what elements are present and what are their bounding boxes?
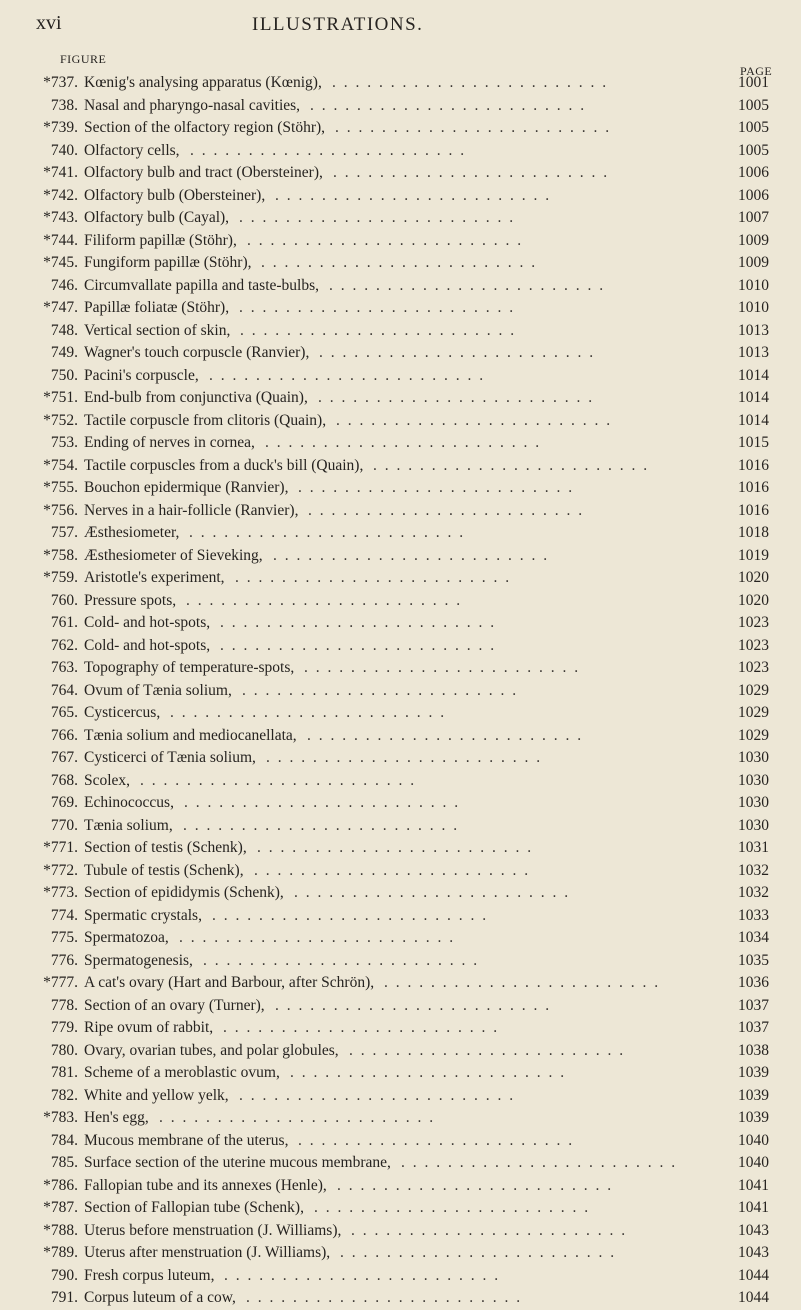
figure-title: Mucous membrane of the uterus, bbox=[84, 1131, 289, 1149]
dot-leader: . . . . . . . . . . . . . . . . . . . . . . . . bbox=[189, 524, 466, 541]
list-item bbox=[0, 1130, 801, 1153]
figure-number: *742. bbox=[43, 186, 78, 204]
page-reference: 1039 bbox=[738, 1064, 769, 1081]
figure-title: Filiform papillæ (Stöhr), bbox=[84, 231, 237, 249]
list-item bbox=[0, 657, 801, 680]
dot-leader: . . . . . . . . . . . . . . . . . . . . . . . . bbox=[298, 479, 575, 496]
figure-number: *787. bbox=[43, 1199, 78, 1216]
dot-leader: . . . . . . . . . . . . . . . . . . . . . . . . bbox=[239, 209, 516, 226]
page-reference: 1020 bbox=[738, 591, 769, 609]
figure-number: 791. bbox=[50, 1289, 78, 1306]
dot-leader: . . . . . . . . . . . . . . . . . . . . . . . . bbox=[401, 1154, 678, 1171]
figure-column-heading: FIGURE bbox=[60, 52, 107, 66]
list-item bbox=[0, 590, 801, 613]
figure-title: Section of epididymis (Schenk), bbox=[84, 884, 284, 901]
page-reference: 1016 bbox=[738, 479, 769, 496]
running-title: ILLUSTRATIONS. bbox=[252, 14, 424, 35]
figure-number: *739. bbox=[43, 119, 78, 136]
list-item bbox=[0, 522, 801, 545]
page-reference: 1001 bbox=[738, 74, 769, 91]
list-item bbox=[0, 680, 801, 703]
figure-title: Æsthesiometer, bbox=[84, 524, 180, 541]
list-item bbox=[0, 230, 801, 253]
list-item bbox=[0, 1175, 801, 1198]
list-item bbox=[0, 297, 801, 320]
list-item bbox=[0, 1152, 801, 1175]
page-reference: 1016 bbox=[738, 456, 769, 474]
figure-title: Kœnig's analysing apparatus (Kœnig), bbox=[84, 74, 322, 91]
list-item bbox=[0, 747, 801, 770]
list-item bbox=[0, 410, 801, 433]
page-reference: 1039 bbox=[738, 1086, 769, 1104]
figure-title: Corpus luteum of a cow, bbox=[84, 1289, 236, 1306]
figure-title: White and yellow yelk, bbox=[84, 1086, 229, 1104]
list-item bbox=[0, 567, 801, 590]
figure-title: A cat's ovary (Hart and Barbour, after Schrön), bbox=[84, 974, 375, 991]
figure-title: Cold- and hot-spots, bbox=[84, 614, 211, 631]
figure-number: 769. bbox=[50, 794, 78, 811]
dot-leader: . . . . . . . . . . . . . . . . . . . . . . . . bbox=[220, 636, 497, 654]
dot-leader: . . . . . . . . . . . . . . . . . . . . . . . . bbox=[212, 906, 489, 924]
page-reference: 1033 bbox=[738, 906, 769, 924]
figure-title: Tubule of testis (Schenk), bbox=[84, 861, 244, 879]
figure-number: 776. bbox=[50, 951, 78, 969]
figure-number: *786. bbox=[43, 1176, 78, 1194]
figure-title: Uterus after menstruation (J. Williams), bbox=[84, 1244, 331, 1261]
figure-title: End-bulb from conjunctiva (Quain), bbox=[84, 389, 308, 406]
figure-title: Ripe ovum of rabbit, bbox=[84, 1019, 214, 1036]
dot-leader: . . . . . . . . . . . . . . . . . . . . . . . . bbox=[314, 1199, 591, 1216]
figure-title: Wagner's touch corpuscle (Ranvier), bbox=[84, 344, 310, 361]
figure-title: Tænia solium and mediocanellata, bbox=[84, 726, 297, 744]
page-reference: 1013 bbox=[738, 321, 769, 339]
figure-title: Papillæ foliatæ (Stöhr), bbox=[84, 299, 230, 316]
figure-title: Tactile corpuscles from a duck's bill (Quain), bbox=[84, 456, 364, 474]
page-reference: 1032 bbox=[738, 884, 769, 901]
dot-leader: . . . . . . . . . . . . . . . . . . . . . . . . bbox=[351, 1221, 628, 1239]
figure-number: 753. bbox=[50, 434, 78, 451]
figure-number: *743. bbox=[43, 209, 78, 226]
figure-title: Echinococcus, bbox=[84, 794, 174, 811]
figure-number: 785. bbox=[50, 1154, 78, 1171]
dot-leader: . . . . . . . . . . . . . . . . . . . . . . . . bbox=[294, 884, 571, 901]
dot-leader: . . . . . . . . . . . . . . . . . . . . . . . . bbox=[242, 681, 519, 699]
figure-number: 765. bbox=[50, 704, 78, 721]
figure-number: *772. bbox=[43, 861, 78, 879]
figure-title: Topography of temperature-spots, bbox=[84, 659, 295, 676]
page-reference: 1005 bbox=[738, 141, 769, 159]
figure-number: *771. bbox=[43, 839, 78, 856]
list-item bbox=[0, 185, 801, 208]
dot-leader: . . . . . . . . . . . . . . . . . . . . . . . . bbox=[220, 614, 497, 631]
figure-number: 768. bbox=[50, 771, 78, 789]
illustrations-list bbox=[0, 72, 801, 1310]
figure-number: *741. bbox=[43, 164, 78, 181]
figure-title: Pacini's corpuscle, bbox=[84, 366, 199, 384]
figure-number: 757. bbox=[50, 524, 78, 541]
list-item bbox=[0, 702, 801, 725]
figure-number: *788. bbox=[43, 1221, 78, 1239]
figure-title: Uterus before menstruation (J. Williams), bbox=[84, 1221, 342, 1239]
page-reference: 1010 bbox=[738, 299, 769, 316]
figure-number: *773. bbox=[43, 884, 78, 901]
page-reference: 1014 bbox=[738, 389, 769, 406]
dot-leader: . . . . . . . . . . . . . . . . . . . . . . . . bbox=[308, 501, 585, 519]
list-item bbox=[0, 815, 801, 838]
figure-title: Circumvallate papilla and taste-bulbs, bbox=[84, 276, 320, 294]
figure-title: Ending of nerves in cornea, bbox=[84, 434, 255, 451]
list-item bbox=[0, 1085, 801, 1108]
dot-leader: . . . . . . . . . . . . . . . . . . . . . . . . bbox=[261, 254, 538, 271]
figure-number: 767. bbox=[50, 749, 78, 766]
figure-number: 749. bbox=[50, 344, 78, 361]
figure-number: *758. bbox=[43, 546, 78, 564]
dot-leader: . . . . . . . . . . . . . . . . . . . . . . . . bbox=[373, 456, 650, 474]
figure-number: 790. bbox=[50, 1266, 78, 1284]
figure-title: Æsthesiometer of Sieveking, bbox=[84, 546, 263, 564]
page-reference: 1041 bbox=[738, 1199, 769, 1216]
dot-leader: . . . . . . . . . . . . . . . . . . . . . . . . bbox=[318, 389, 595, 406]
figure-number: 750. bbox=[50, 366, 78, 384]
list-item bbox=[0, 1062, 801, 1085]
figure-title: Olfactory bulb (Cayal), bbox=[84, 209, 230, 226]
figure-number: 774. bbox=[50, 906, 78, 924]
dot-leader: . . . . . . . . . . . . . . . . . . . . . . . . bbox=[235, 569, 512, 586]
page-reference: 1036 bbox=[738, 974, 769, 991]
dot-leader: . . . . . . . . . . . . . . . . . . . . . . . . bbox=[209, 366, 486, 384]
dot-leader: . . . . . . . . . . . . . . . . . . . . . . . . bbox=[275, 996, 552, 1014]
list-item bbox=[0, 1287, 801, 1310]
page-reference: 1037 bbox=[738, 996, 769, 1014]
dot-leader: . . . . . . . . . . . . . . . . . . . . . . . . bbox=[332, 74, 609, 91]
dot-leader: . . . . . . . . . . . . . . . . . . . . . . . . bbox=[335, 119, 612, 136]
page-reference: 1037 bbox=[738, 1019, 769, 1036]
list-item bbox=[0, 477, 801, 500]
page-reference: 1014 bbox=[738, 411, 769, 429]
list-item bbox=[0, 1040, 801, 1063]
dot-leader: . . . . . . . . . . . . . . . . . . . . . . . . bbox=[184, 794, 461, 811]
figure-number: 770. bbox=[50, 816, 78, 834]
page-reference: 1013 bbox=[738, 344, 769, 361]
dot-leader: . . . . . . . . . . . . . . . . . . . . . . . . bbox=[257, 839, 534, 856]
list-item bbox=[0, 950, 801, 973]
dot-leader: . . . . . . . . . . . . . . . . . . . . . . . . bbox=[239, 299, 516, 316]
figure-number: 764. bbox=[50, 681, 78, 699]
page-reference: 1043 bbox=[738, 1221, 769, 1239]
list-item bbox=[0, 140, 801, 163]
dot-leader: . . . . . . . . . . . . . . . . . . . . . . . . bbox=[240, 321, 517, 339]
dot-leader: . . . . . . . . . . . . . . . . . . . . . . . . bbox=[190, 141, 467, 159]
page-number: xvi bbox=[36, 12, 62, 34]
figure-number: *756. bbox=[43, 501, 78, 519]
list-item bbox=[0, 770, 801, 793]
list-item bbox=[0, 860, 801, 883]
figure-title: Fallopian tube and its annexes (Henle), bbox=[84, 1176, 327, 1194]
dot-leader: . . . . . . . . . . . . . . . . . . . . . . . . bbox=[340, 1244, 617, 1261]
dot-leader: . . . . . . . . . . . . . . . . . . . . . . . . bbox=[298, 1131, 575, 1149]
running-header bbox=[0, 12, 801, 40]
figure-title: Scolex, bbox=[84, 771, 131, 789]
list-item bbox=[0, 882, 801, 905]
dot-leader: . . . . . . . . . . . . . . . . . . . . . . . . bbox=[254, 861, 531, 879]
list-item bbox=[0, 905, 801, 928]
page-reference: 1030 bbox=[738, 816, 769, 834]
page-reference: 1019 bbox=[738, 546, 769, 564]
dot-leader: . . . . . . . . . . . . . . . . . . . . . . . . bbox=[183, 816, 460, 834]
figure-title: Nasal and pharyngo-nasal cavities, bbox=[84, 96, 301, 114]
figure-number: *759. bbox=[43, 569, 78, 586]
page-reference: 1029 bbox=[738, 726, 769, 744]
page-reference: 1039 bbox=[738, 1109, 769, 1126]
dot-leader: . . . . . . . . . . . . . . . . . . . . . . . . bbox=[290, 1064, 567, 1081]
page-reference: 1020 bbox=[738, 569, 769, 586]
list-item bbox=[0, 972, 801, 995]
list-item bbox=[0, 995, 801, 1018]
figure-title: Section of an ovary (Turner), bbox=[84, 996, 265, 1014]
figure-title: Surface section of the uterine mucous membrane, bbox=[84, 1154, 391, 1171]
list-item bbox=[0, 837, 801, 860]
figure-number: 775. bbox=[50, 929, 78, 946]
figure-title: Vertical section of skin, bbox=[84, 321, 231, 339]
page-column-heading: PAGE bbox=[740, 64, 773, 78]
dot-leader: . . . . . . . . . . . . . . . . . . . . . . . . bbox=[266, 749, 543, 766]
figure-number: 780. bbox=[50, 1041, 78, 1059]
dot-leader: . . . . . . . . . . . . . . . . . . . . . . . . bbox=[336, 411, 613, 429]
page-reference: 1030 bbox=[738, 794, 769, 811]
figure-title: Cysticerci of Tænia solium, bbox=[84, 749, 256, 766]
page-reference: 1044 bbox=[738, 1266, 769, 1284]
page-reference: 1006 bbox=[738, 186, 769, 204]
page-reference: 1023 bbox=[738, 636, 769, 654]
dot-leader: . . . . . . . . . . . . . . . . . . . . . . . . bbox=[275, 186, 552, 204]
dot-leader: . . . . . . . . . . . . . . . . . . . . . . . . bbox=[310, 96, 587, 114]
page-reference: 1015 bbox=[738, 434, 769, 451]
page-reference: 1010 bbox=[738, 276, 769, 294]
page-reference: 1035 bbox=[738, 951, 769, 969]
list-item bbox=[0, 1107, 801, 1130]
page-reference: 1006 bbox=[738, 164, 769, 181]
figure-number: 778. bbox=[50, 996, 78, 1014]
page-reference: 1044 bbox=[738, 1289, 769, 1306]
figure-number: 766. bbox=[50, 726, 78, 744]
list-item bbox=[0, 545, 801, 568]
dot-leader: . . . . . . . . . . . . . . . . . . . . . . . . bbox=[273, 546, 550, 564]
page-reference: 1031 bbox=[738, 839, 769, 856]
page-reference: 1043 bbox=[738, 1244, 769, 1261]
dot-leader: . . . . . . . . . . . . . . . . . . . . . . . . bbox=[203, 951, 480, 969]
dot-leader: . . . . . . . . . . . . . . . . . . . . . . . . bbox=[159, 1109, 436, 1126]
dot-leader: . . . . . . . . . . . . . . . . . . . . . . . . bbox=[329, 276, 606, 294]
page-reference: 1029 bbox=[738, 681, 769, 699]
dot-leader: . . . . . . . . . . . . . . . . . . . . . . . . bbox=[140, 771, 417, 789]
list-item bbox=[0, 1265, 801, 1288]
page-reference: 1029 bbox=[738, 704, 769, 721]
figure-title: Aristotle's experiment, bbox=[84, 569, 225, 586]
list-item bbox=[0, 792, 801, 815]
page-reference: 1014 bbox=[738, 366, 769, 384]
figure-title: Spermatogenesis, bbox=[84, 951, 193, 969]
figure-number: *752. bbox=[43, 411, 78, 429]
page-reference: 1038 bbox=[738, 1041, 769, 1059]
dot-leader: . . . . . . . . . . . . . . . . . . . . . . . . bbox=[247, 231, 524, 249]
figure-number: *755. bbox=[43, 479, 78, 496]
figure-title: Olfactory bulb and tract (Obersteiner), bbox=[84, 164, 323, 181]
figure-title: Nerves in a hair-follicle (Ranvier), bbox=[84, 501, 299, 519]
figure-number: *754. bbox=[43, 456, 78, 474]
figure-number: *747. bbox=[43, 299, 78, 316]
dot-leader: . . . . . . . . . . . . . . . . . . . . . . . . bbox=[265, 434, 542, 451]
figure-number: *737. bbox=[43, 74, 78, 91]
figure-number: *777. bbox=[43, 974, 78, 991]
page-reference: 1030 bbox=[738, 771, 769, 789]
list-item bbox=[0, 275, 801, 298]
dot-leader: . . . . . . . . . . . . . . . . . . . . . . . . bbox=[170, 704, 447, 721]
dot-leader: . . . . . . . . . . . . . . . . . . . . . . . . bbox=[186, 591, 463, 609]
figure-number: 760. bbox=[50, 591, 78, 609]
dot-leader: . . . . . . . . . . . . . . . . . . . . . . . . bbox=[223, 1019, 500, 1036]
list-item bbox=[0, 72, 801, 95]
dot-leader: . . . . . . . . . . . . . . . . . . . . . . . . bbox=[239, 1086, 516, 1104]
page-reference: 1018 bbox=[738, 524, 769, 541]
figure-number: 782. bbox=[50, 1086, 78, 1104]
figure-title: Hen's egg, bbox=[84, 1109, 149, 1126]
figure-number: 740. bbox=[50, 141, 78, 159]
list-item bbox=[0, 117, 801, 140]
figure-title: Ovary, ovarian tubes, and polar globules, bbox=[84, 1041, 339, 1059]
dot-leader: . . . . . . . . . . . . . . . . . . . . . . . . bbox=[304, 659, 581, 676]
list-item bbox=[0, 1017, 801, 1040]
page-reference: 1040 bbox=[738, 1131, 769, 1149]
page-reference: 1034 bbox=[738, 929, 769, 946]
figure-title: Ovum of Tænia solium, bbox=[84, 681, 232, 699]
figure-title: Cysticercus, bbox=[84, 704, 161, 721]
page-reference: 1032 bbox=[738, 861, 769, 879]
figure-number: 784. bbox=[50, 1131, 78, 1149]
figure-number: *789. bbox=[43, 1244, 78, 1261]
figure-number: 746. bbox=[50, 276, 78, 294]
figure-title: Section of testis (Schenk), bbox=[84, 839, 247, 856]
page-reference: 1016 bbox=[738, 501, 769, 519]
figure-number: 761. bbox=[50, 614, 78, 631]
list-item bbox=[0, 455, 801, 478]
figure-number: 781. bbox=[50, 1064, 78, 1081]
dot-leader: . . . . . . . . . . . . . . . . . . . . . . . . bbox=[384, 974, 661, 991]
dot-leader: . . . . . . . . . . . . . . . . . . . . . . . . bbox=[179, 929, 456, 946]
dot-leader: . . . . . . . . . . . . . . . . . . . . . . . . bbox=[224, 1266, 501, 1284]
figure-title: Olfactory bulb (Obersteiner), bbox=[84, 186, 266, 204]
figure-number: 779. bbox=[50, 1019, 78, 1036]
list-item bbox=[0, 927, 801, 950]
list-item bbox=[0, 207, 801, 230]
list-item bbox=[0, 635, 801, 658]
list-item bbox=[0, 95, 801, 118]
list-item bbox=[0, 365, 801, 388]
figure-title: Cold- and hot-spots, bbox=[84, 636, 211, 654]
dot-leader: . . . . . . . . . . . . . . . . . . . . . . . . bbox=[246, 1289, 523, 1306]
list-item bbox=[0, 252, 801, 275]
dot-leader: . . . . . . . . . . . . . . . . . . . . . . . . bbox=[307, 726, 584, 744]
figure-title: Pressure spots, bbox=[84, 591, 177, 609]
list-item bbox=[0, 500, 801, 523]
figure-title: Tactile corpuscle from clitoris (Quain), bbox=[84, 411, 327, 429]
page-reference: 1041 bbox=[738, 1176, 769, 1194]
page-reference: 1030 bbox=[738, 749, 769, 766]
page-reference: 1005 bbox=[738, 96, 769, 114]
figure-title: Fungiform papillæ (Stöhr), bbox=[84, 254, 252, 271]
page-reference: 1023 bbox=[738, 614, 769, 631]
figure-title: Spermatozoa, bbox=[84, 929, 169, 946]
dot-leader: . . . . . . . . . . . . . . . . . . . . . . . . bbox=[349, 1041, 626, 1059]
page-reference: 1023 bbox=[738, 659, 769, 676]
dot-leader: . . . . . . . . . . . . . . . . . . . . . . . . bbox=[337, 1176, 614, 1194]
list-item bbox=[0, 612, 801, 635]
figure-title: Scheme of a meroblastic ovum, bbox=[84, 1064, 280, 1081]
list-item bbox=[0, 320, 801, 343]
list-item bbox=[0, 342, 801, 365]
figure-number: 748. bbox=[50, 321, 78, 339]
figure-number: 762. bbox=[50, 636, 78, 654]
list-item bbox=[0, 1197, 801, 1220]
figure-number: *751. bbox=[43, 389, 78, 406]
list-item bbox=[0, 1220, 801, 1243]
figure-title: Bouchon epidermique (Ranvier), bbox=[84, 479, 289, 496]
dot-leader: . . . . . . . . . . . . . . . . . . . . . . . . bbox=[333, 164, 610, 181]
list-item bbox=[0, 387, 801, 410]
figure-number: 738. bbox=[50, 96, 78, 114]
list-item bbox=[0, 725, 801, 748]
page-reference: 1040 bbox=[738, 1154, 769, 1171]
figure-number: *745. bbox=[43, 254, 78, 271]
page-reference: 1009 bbox=[738, 231, 769, 249]
figure-title: Olfactory cells, bbox=[84, 141, 180, 159]
list-item bbox=[0, 162, 801, 185]
figure-title: Tænia solium, bbox=[84, 816, 173, 834]
figure-number: *744. bbox=[43, 231, 78, 249]
dot-leader: . . . . . . . . . . . . . . . . . . . . . . . . bbox=[319, 344, 596, 361]
figure-title: Spermatic crystals, bbox=[84, 906, 202, 924]
page-reference: 1007 bbox=[738, 209, 769, 226]
list-item bbox=[0, 432, 801, 455]
figure-title: Section of the olfactory region (Stöhr), bbox=[84, 119, 326, 136]
figure-number: 763. bbox=[50, 659, 78, 676]
list-item bbox=[0, 1242, 801, 1265]
page-reference: 1009 bbox=[738, 254, 769, 271]
page-reference: 1005 bbox=[738, 119, 769, 136]
figure-number: *783. bbox=[43, 1109, 78, 1126]
figure-title: Fresh corpus luteum, bbox=[84, 1266, 215, 1284]
figure-title: Section of Fallopian tube (Schenk), bbox=[84, 1199, 304, 1216]
